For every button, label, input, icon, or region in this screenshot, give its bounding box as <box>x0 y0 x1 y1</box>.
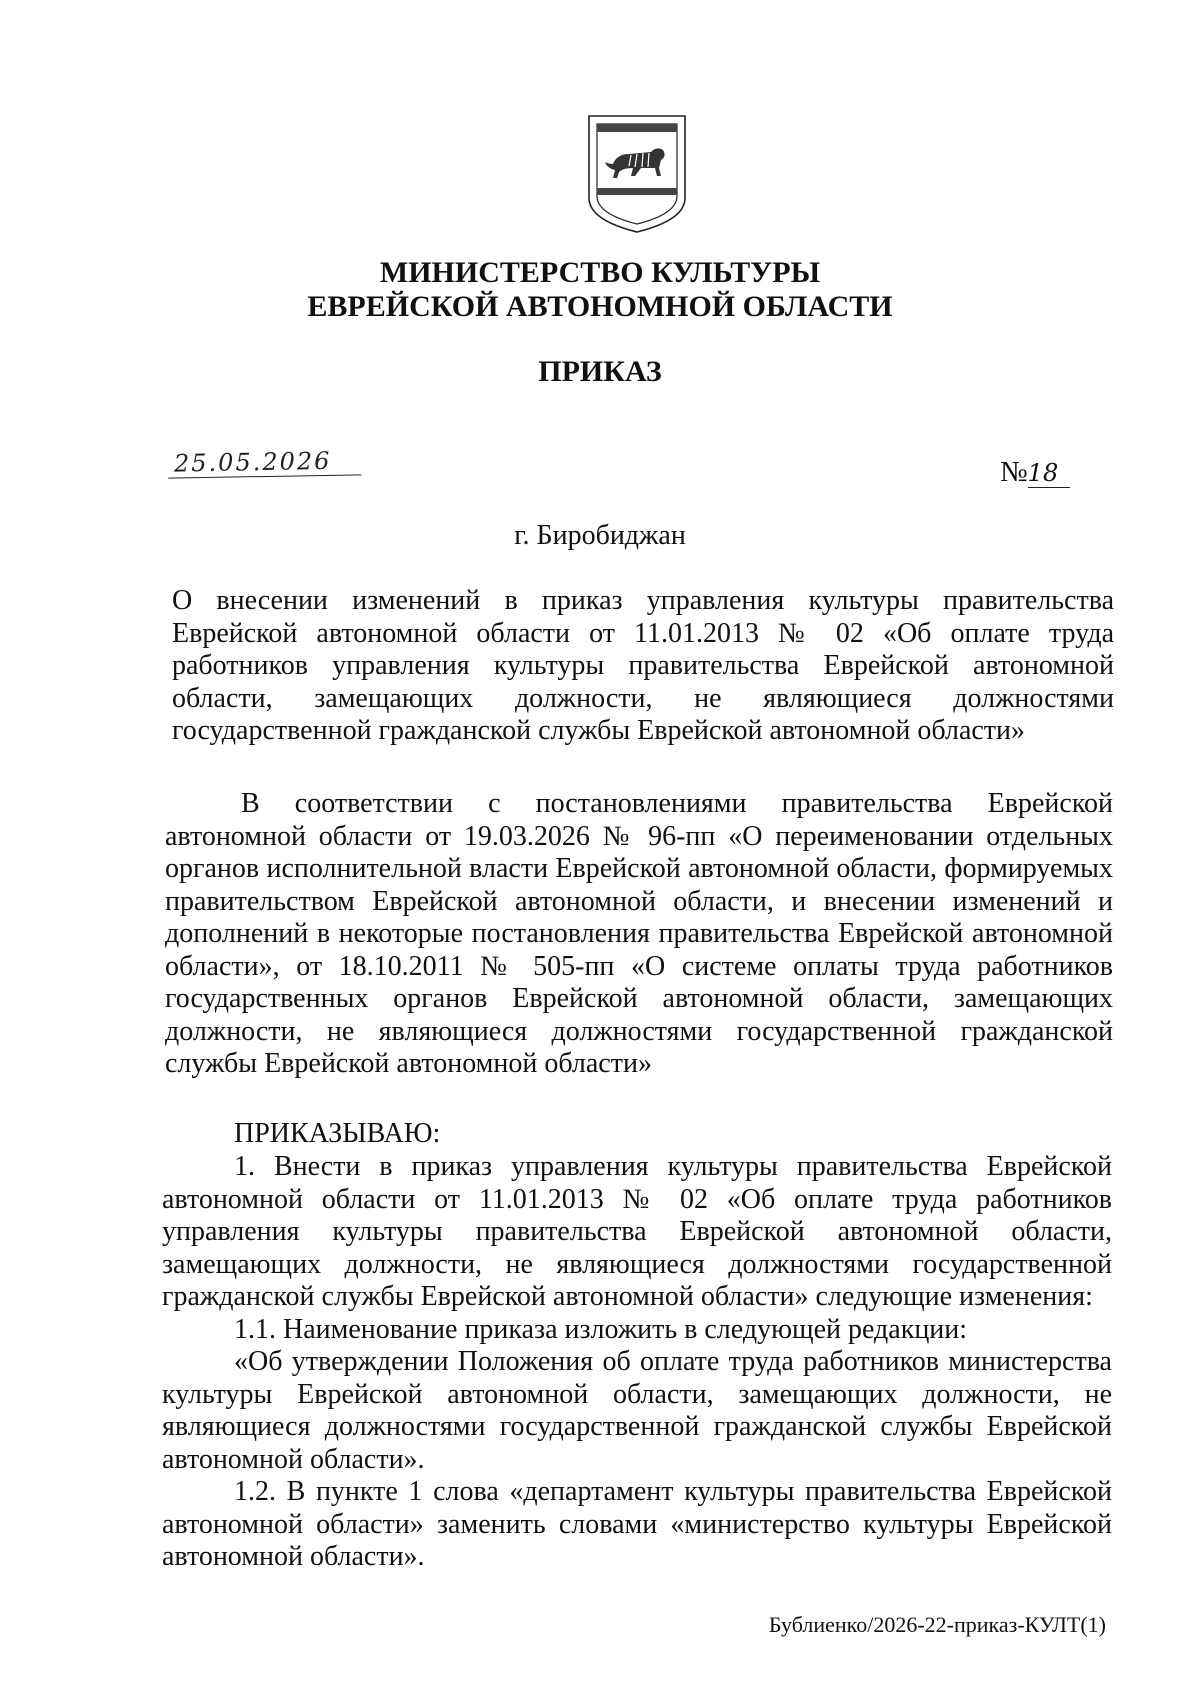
order-word: ПРИКАЗЫВАЮ: <box>234 1118 441 1149</box>
number-prefix: № <box>1000 456 1028 488</box>
number-value: 18 <box>1028 459 1070 488</box>
ministry-name <box>0 256 1200 324</box>
order-item: 1.1. Наименование приказа изложить в следующей редакции: <box>234 1313 968 1345</box>
city: г. Биробиджан <box>514 520 686 551</box>
order-item: 1. Внести в приказ управления культуры правительства Еврейской автономной области от 11.01.2013 № 02 «Об оплате труда работников управления культуры правительства Еврейской автономной области, замещающих должности, не являющиеся должностями государственной гражданской службы Еврейской автономной области» следующие изменения: <box>162 1151 1112 1312</box>
coat-of-arms-tiger-icon <box>583 112 691 236</box>
document-subject <box>172 585 1114 748</box>
legal-basis <box>165 788 1113 1081</box>
order-item: «Об утверждении Положения об оплате труда работников министерства культуры Еврейской автономной области, замещающих должности, не являющиеся должностями государственной гражданской службы Еврейской автономной области». <box>162 1346 1112 1475</box>
basis-text: В соответствии с постановлениями правительства Еврейской автономной области от 19.03.2026 № 96-пп «О переименовании отдельных органов исполнительной власти Еврейской автономной области, формируемых правительством Еврейской автономной области, и внесении изменений и дополнений в некоторые постановления правительства Еврейской автономной области», от 18.10.2011 № 505-пп «О системе оплаты труда работников государственных органов Еврейской автономной области, замещающих должности, не являющиеся должностями государственной гражданской службы Еврейской автономной области» <box>165 788 1113 1079</box>
ministry-name-line2: ЕВРЕЙСКОЙ АВТОНОМНОЙ ОБЛАСТИ <box>307 290 893 323</box>
footer-reference: Бублиенко/2026-22-приказ-КУЛТ(1) <box>768 1612 1106 1637</box>
document-type: ПРИКАЗ <box>538 355 662 388</box>
document-date: 25.05.2026 <box>168 446 362 478</box>
document-number <box>1000 456 1070 489</box>
order-item: 1.2. В пункте 1 слова «департамент культуры правительства Еврейской автономной области» заменить словами «министерство культуры Еврейской автономной области». <box>162 1476 1112 1572</box>
order-items <box>162 1151 1112 1574</box>
subject-text: О внесении изменений в приказ управления культуры правительства Еврейской автономной области от 11.01.2013 № 02 «Об оплате труда работников управления культуры правительства Еврейской автономной области, замещающих должности, не являющиеся должностями государственной гражданской службы Еврейской автономной области» <box>172 585 1114 746</box>
ministry-name-line1: МИНИСТЕРСТВО КУЛЬТУРЫ <box>379 256 821 289</box>
